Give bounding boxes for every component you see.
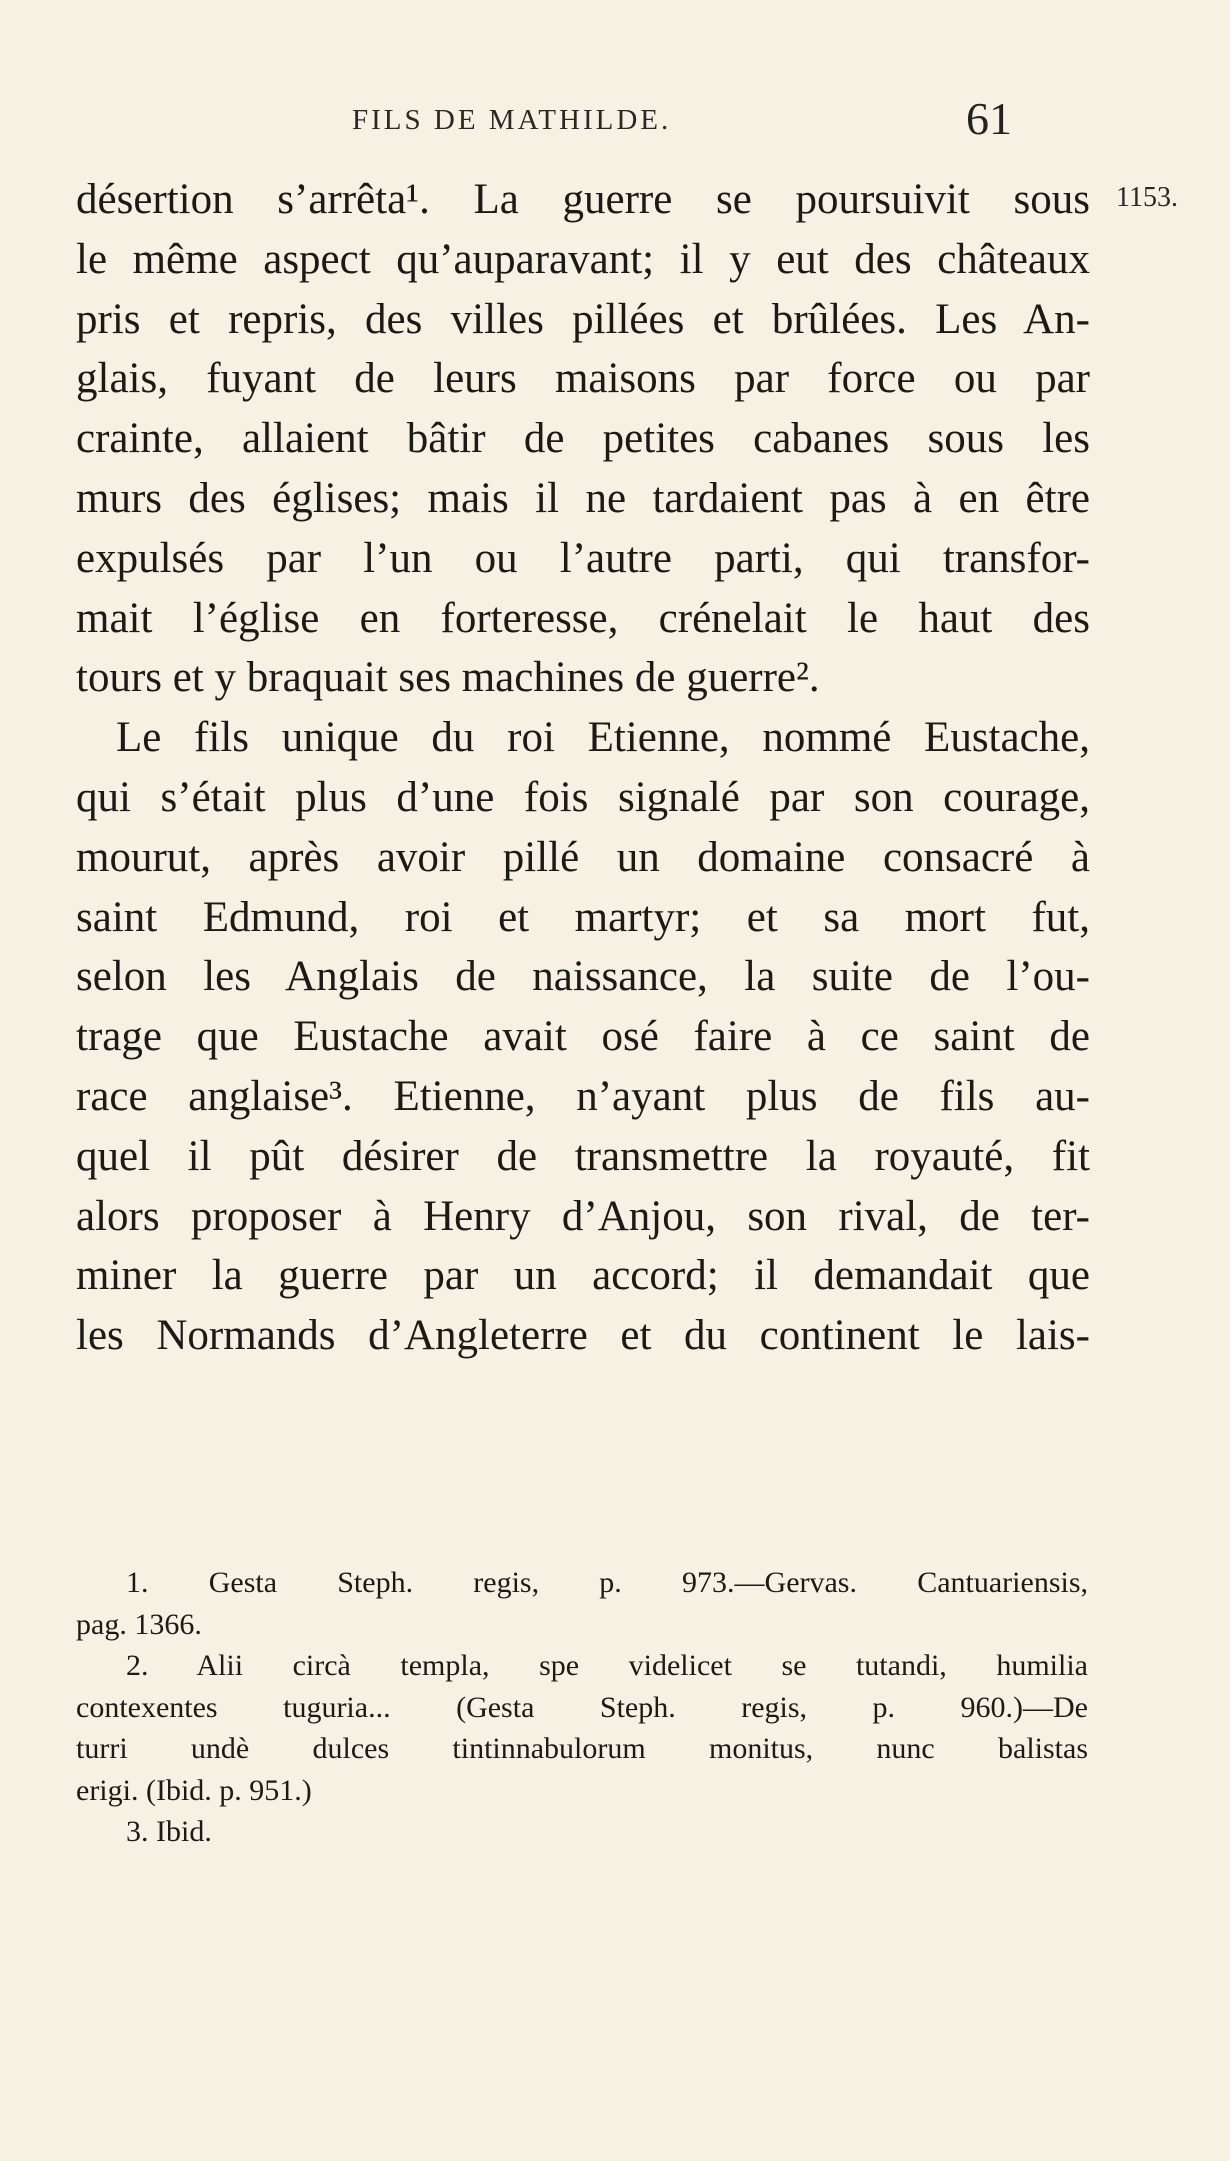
text-line: tours et y braquait ses machines de guerre². — [76, 654, 820, 702]
text-line: race anglaise³. Etienne, n’ayant plus de fils au- — [76, 1072, 1090, 1120]
text-line: murs des églises; mais il ne tardaient pas à en être — [76, 474, 1090, 522]
text-line: pris et repris, des villes pillées et brûlées. Les An- — [76, 295, 1090, 343]
footnote-line: pag. 1366. — [76, 1607, 202, 1641]
text-line: miner la guerre par un accord; il demandait que — [76, 1252, 1090, 1300]
text-line: alors proposer à Henry d’Anjou, son rival, de ter- — [76, 1192, 1090, 1240]
text-line: mourut, après avoir pillé un domaine consacré à — [76, 833, 1090, 881]
text-line: les Normands d’Angleterre et du continent le lais- — [76, 1312, 1090, 1360]
text-line: désertion s’arrêta¹. La guerre se poursuivit sous — [76, 176, 1090, 223]
text-line: trage que Eustache avait osé faire à ce saint de — [76, 1013, 1090, 1061]
footnotes — [76, 1562, 1088, 1853]
text-line: crainte, allaient bâtir de petites cabanes sous les — [76, 415, 1090, 463]
footnote-line: erigi. (Ibid. p. 951.) — [76, 1773, 312, 1807]
footnote-line: 2. Alii circà templa, spe videlicet se tutandi, humilia — [126, 1649, 1088, 1682]
page-number: 61 — [966, 93, 1012, 144]
running-title: FILS DE MATHILDE. — [352, 104, 672, 136]
text-line: quel il pût désirer de transmettre la royauté, fit — [76, 1132, 1090, 1180]
text-line: qui s’était plus d’une fois signalé par son courage, — [76, 773, 1090, 821]
text-line: le même aspect qu’auparavant; il y eut des châteaux — [76, 235, 1090, 283]
text-line: expulsés par l’un ou l’autre parti, qui transfor- — [76, 534, 1090, 582]
footnote-line: 3. Ibid. — [126, 1815, 212, 1848]
footnote-line: turri undè dulces tintinnabulorum monitus, nunc balistas — [76, 1732, 1088, 1765]
footnote-line: 1. Gesta Steph. regis, p. 973.—Gervas. Cantuariensis, — [126, 1566, 1088, 1599]
text-line: mait l’église en forteresse, crénelait le haut des — [76, 594, 1090, 642]
paragraph-start-line: Le fils unique du roi Etienne, nommé Eustache, — [116, 714, 1090, 762]
text-line: saint Edmund, roi et martyr; et sa mort fut, — [76, 893, 1090, 941]
text-line: selon les Anglais de naissance, la suite de l’ou- — [76, 953, 1090, 1001]
footnote-line: contexentes tuguria... (Gesta Steph. regis, p. 960.)—De — [76, 1690, 1088, 1724]
text-line: glais, fuyant de leurs maisons par force ou par — [76, 355, 1090, 403]
margin-year-note: 1153. — [1116, 182, 1178, 213]
main-text — [76, 170, 1090, 1366]
